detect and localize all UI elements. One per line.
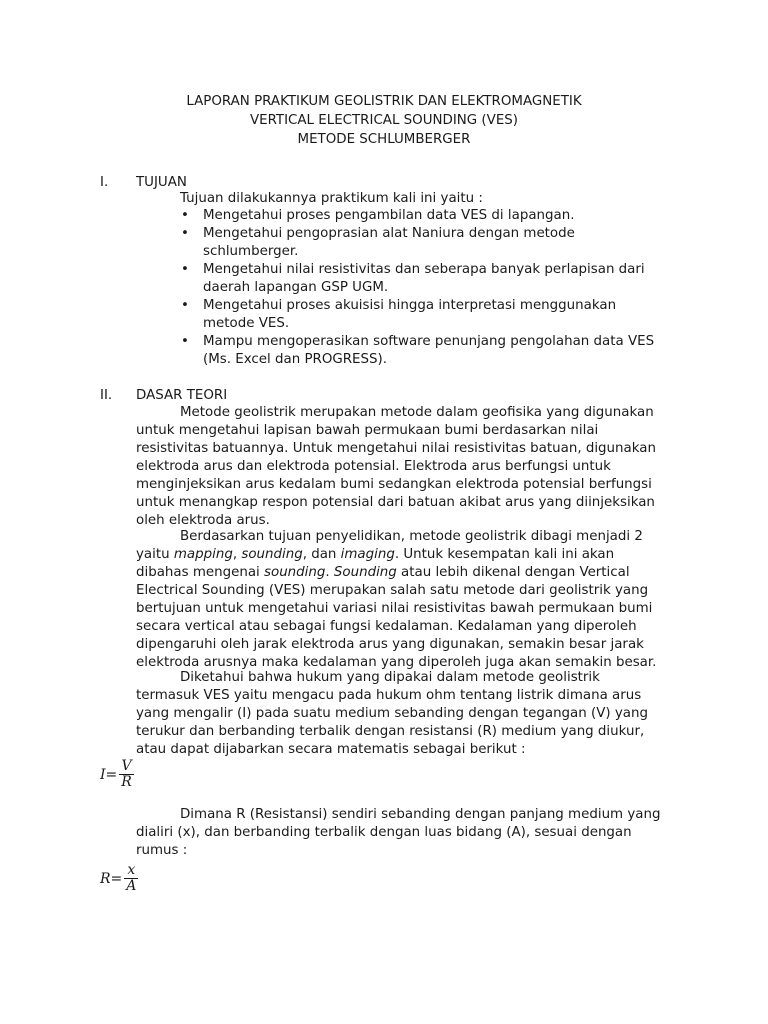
ohm-law-formula: I = $\frac{V}{R}$ — [100, 758, 132, 790]
bullet-icon: • — [181, 334, 189, 349]
paragraph-2: Berdasarkan tujuan penyelidikan, metode geolistrik dibagi menjadi 2 yaitu mapping, sounding, dan imaging. Untuk kesempatan kali ini akan dibahas mengenai sounding. Sounding atau lebih dikenal dengan Vertical Electrical Sounding (VES) merupakan salah satu metode dari geolistrik yang bertujuan untuk mengetahui variasi nilai resistivitas bawah permukaan bumi secara vertical atau sebagai fungsi kedalaman. Kedalaman yang diperoleh dipengaruhi oleh jarak elektroda arus yang digunakan, semakin besar jarak elektroda arusnya maka kedalaman yang diperoleh juga akan semakin besar. — [136, 529, 657, 670]
objectives-list — [178, 207, 658, 369]
section-1-heading: TUJUAN — [136, 175, 187, 190]
report-title — [0, 92, 768, 149]
bullet-icon: • — [181, 226, 189, 241]
list-item: • Mengetahui pengoprasian alat Naniura dengan metode schlumberger. — [181, 226, 575, 259]
list-item: • Mengetahui proses akuisisi hingga interpretasi menggunakan metode VES. — [181, 298, 617, 331]
paragraph-4: Dimana R (Resistansi) sendiri sebanding dengan panjang medium yang dialiri (x), dan berbanding terbalik dengan luas bidang (A), sesuai dengan rumus : — [136, 807, 661, 858]
fraction: $\frac{V}{R}$ — [121, 758, 132, 790]
resistance-formula: R = $\frac{x}{A}$ — [100, 862, 137, 894]
section-1-number: I. — [100, 175, 109, 190]
bullet-icon: • — [181, 208, 189, 223]
list-item: • Mengetahui nilai resistivitas dan seberapa banyak perlapisan dari daerah lapangan GSP UGM. — [181, 262, 645, 295]
title-line-3: METODE SCHLUMBERGER — [297, 132, 471, 147]
bullet-icon: • — [181, 298, 189, 313]
bullet-icon: • — [181, 262, 189, 277]
section-1-intro: Tujuan dilakukannya praktikum kali ini yaitu : — [180, 191, 483, 206]
list-item: • Mampu mengoperasikan software penunjang pengolahan data VES (Ms. Excel dan PROGRESS). — [181, 334, 655, 367]
fraction: $\frac{x}{A}$ — [126, 862, 137, 894]
paragraph-1: Metode geolistrik merupakan metode dalam geofisika yang digunakan untuk mengetahui lapisan bawah permukaan bumi berdasarkan nilai resistivitas batuannya. Untuk mengetahui nilai resistivitas batuan, digunakan elektroda arus dan elektroda potensial. Elektroda arus berfungsi untuk menginjeksikan arus kedalam bumi sedangkan elektroda potensial berfungsi untuk menangkap respon potensial dari batuan akibat arus yang diinjeksikan oleh elektroda arus. — [136, 405, 656, 528]
section-2-number: II. — [100, 388, 113, 403]
title-line-2: VERTICAL ELECTRICAL SOUNDING (VES) — [249, 113, 519, 128]
section-2-heading: DASAR TEORI — [136, 388, 228, 403]
title-line-1: LAPORAN PRAKTIKUM GEOLISTRIK DAN ELEKTROMAGNETIK — [186, 94, 582, 109]
list-item: • Mengetahui proses pengambilan data VES di lapangan. — [181, 208, 575, 223]
paragraph-3: Diketahui bahwa hukum yang dipakai dalam metode geolistrik termasuk VES yaitu mengacu pada hukum ohm tentang listrik dimana arus yang mengalir (I) pada suatu medium sebanding dengan tegangan (V) yang terukur dan berbanding terbalik dengan resistansi (R) medium yang diukur, atau dapat dijabarkan secara matematis sebagai berikut : — [136, 670, 648, 757]
